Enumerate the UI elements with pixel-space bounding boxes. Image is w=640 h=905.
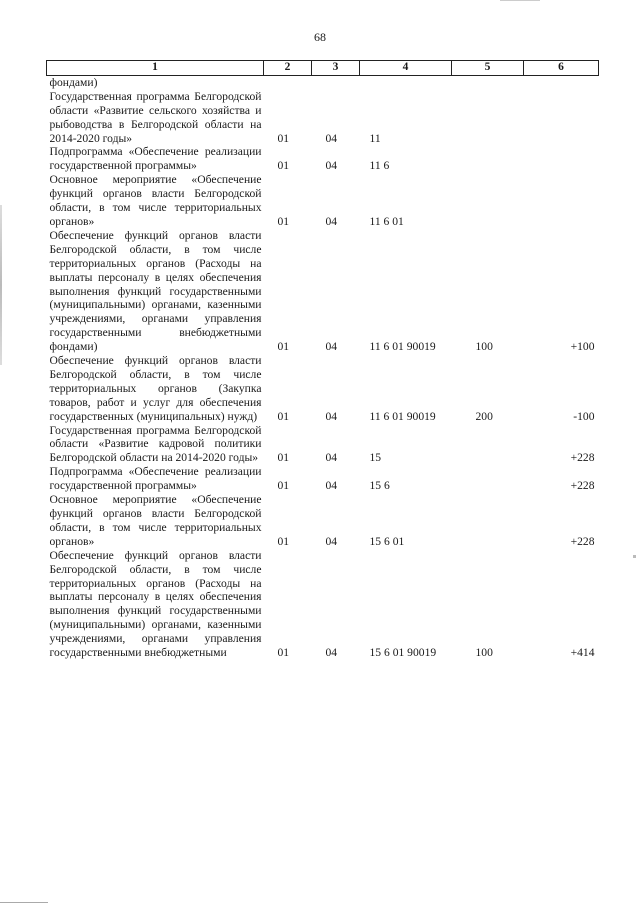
row-name: Государственная программа Белгородской области «Развитие кадровой политики Белгородской области на 2014-2020 годы» [49, 423, 262, 465]
row-subsection: 04 [325, 534, 338, 548]
row-expense-type [452, 173, 524, 229]
row-amount: +414 [570, 646, 595, 660]
row-amount: +228 [570, 534, 595, 548]
row-expense-type: 100 [475, 340, 493, 354]
row-target-article: 11 [369, 131, 381, 145]
row-target-article: 15 6 01 90019 [369, 646, 437, 660]
scan-artifact-left [0, 205, 2, 365]
table-row [47, 173, 599, 229]
header-col-5: 5 [452, 61, 524, 76]
scan-artifact-bottom [0, 902, 48, 903]
row-amount [524, 90, 599, 146]
scan-artifact-top [500, 0, 540, 1]
row-target-article: 11 6 01 90019 [369, 340, 436, 354]
row-amount: +100 [570, 340, 595, 354]
row-target-article: 15 6 [369, 479, 390, 493]
row-expense-type: 100 [475, 646, 493, 660]
table-row [47, 424, 599, 466]
table-row [47, 145, 599, 173]
row-section: 01 [277, 159, 290, 173]
row-expense-type [452, 465, 524, 493]
row-amount [524, 173, 599, 229]
header-row [47, 61, 599, 76]
row-expense-type [452, 424, 524, 466]
table-row [47, 465, 599, 493]
row-target-article [360, 75, 452, 89]
table-row [47, 493, 599, 549]
header-col-6: 6 [524, 61, 599, 76]
row-section: 01 [277, 131, 290, 145]
row-section: 01 [277, 340, 290, 354]
row-expense-type [452, 493, 524, 549]
row-expense-type [452, 75, 524, 89]
row-subsection: 04 [325, 340, 338, 354]
row-section: 01 [277, 451, 290, 465]
table-row [47, 354, 599, 424]
row-section: 01 [277, 214, 290, 228]
row-section: 01 [277, 409, 290, 423]
row-subsection: 04 [325, 646, 338, 660]
table-row [47, 90, 599, 146]
row-name: фондами) [49, 75, 98, 89]
row-name: Обеспечение функций органов власти Белгородской области, в том числе территориальных органов (Расходы на выплаты персоналу в целях обеспечения выполнения функций государственными (муниципальными) органами, казенными учреждениями, органами управления государственными внебюджетными [49, 548, 262, 660]
row-expense-type [452, 90, 524, 146]
row-amount: +228 [570, 451, 595, 465]
row-section: 01 [277, 479, 290, 493]
row-name: Подпрограмма «Обеспечение реализации государственной программы» [49, 465, 262, 493]
row-name: Основное мероприятие «Обеспечение функций органов власти Белгородской области, в том числе территориальных органов» [49, 173, 262, 228]
budget-table [46, 60, 599, 660]
table-row [47, 229, 599, 354]
row-subsection: 04 [325, 409, 338, 423]
row-name: Основное мероприятие «Обеспечение функций органов власти Белгородской области, в том числе территориальных органов» [49, 493, 262, 548]
row-amount: +228 [570, 479, 595, 493]
row-target-article: 11 6 01 90019 [369, 409, 436, 423]
row-expense-type: 200 [475, 409, 493, 423]
row-amount [524, 75, 599, 89]
row-amount [524, 145, 599, 173]
row-subsection: 04 [325, 131, 338, 145]
table-row [47, 549, 599, 660]
row-subsection: 04 [325, 479, 338, 493]
row-section: 01 [277, 646, 290, 660]
page-number: 68 [314, 30, 326, 44]
header-col-2: 2 [264, 61, 312, 76]
row-target-article: 11 6 [369, 159, 390, 173]
row-section [264, 75, 312, 89]
row-expense-type [452, 145, 524, 173]
table-row [47, 75, 599, 89]
row-name: Подпрограмма «Обеспечение реализации государственной программы» [49, 145, 262, 173]
row-name: Обеспечение функций органов власти Белгородской области, в том числе территориальных органов (Закупка товаров, работ и услуг для обеспечения государственных (муниципальных) нужд) [49, 354, 262, 423]
row-target-article: 15 6 01 [369, 534, 405, 548]
row-subsection [312, 75, 360, 89]
row-section: 01 [277, 534, 290, 548]
row-name: Обеспечение функций органов власти Белгородской области, в том числе территориальных органов (Расходы на выплаты персоналу в целях обеспечения выполнения функций государственными (муниципальными) органами, казенными учреждениями, органами управления государственными внебюджетными фондами) [49, 228, 262, 354]
row-target-article: 15 [369, 451, 382, 465]
row-subsection: 04 [325, 214, 338, 228]
row-amount: -100 [573, 409, 595, 423]
table-body [47, 75, 599, 660]
table-header [47, 61, 599, 76]
header-col-3: 3 [312, 61, 360, 76]
header-col-1: 1 [47, 61, 264, 76]
row-subsection: 04 [325, 159, 338, 173]
row-subsection: 04 [325, 451, 338, 465]
scan-artifact-right [633, 555, 636, 558]
row-name: Государственная программа Белгородской области «Развитие сельского хозяйства и рыбоводства в Белгородской области на 2014-2020 годы» [49, 89, 262, 145]
row-target-article: 11 6 01 [369, 214, 404, 228]
header-col-4: 4 [360, 61, 452, 76]
